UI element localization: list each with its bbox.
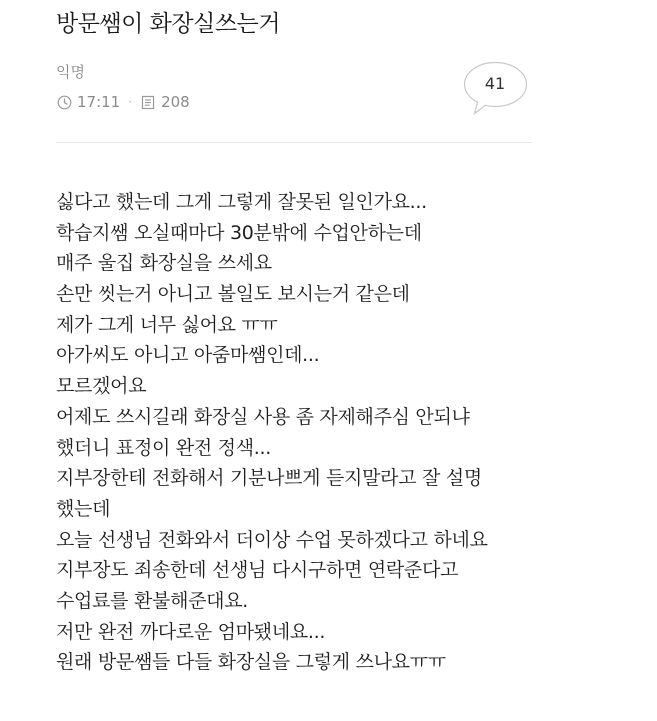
body-line: 지부장한테 전화해서 기분나쁘게 듣지말라고 잘 설명 <box>56 467 482 490</box>
post-meta <box>56 92 190 112</box>
author-name[interactable]: 익명 <box>56 63 85 81</box>
body-line: 저만 완전 까다로운 엄마됐네요... <box>56 620 326 643</box>
post-time: 17:11 <box>77 93 121 111</box>
body-line: 매주 울집 화장실을 쓰세요 <box>56 252 272 275</box>
header-divider <box>56 142 532 143</box>
body-line: 모르겠어요 <box>56 375 147 398</box>
body-line: 학습지쌤 오실때마다 30분밖에 수업안하는데 <box>56 221 422 244</box>
body-line: 했더니 표정이 완전 정색... <box>56 436 271 459</box>
body-line: 제가 그게 너무 싫어요 ㅠㅠ <box>56 313 278 336</box>
view-count: 208 <box>161 93 190 111</box>
comment-count-button[interactable] <box>462 60 530 118</box>
body-line: 지부장도 죄송한데 선생님 다시구하면 연락준다고 <box>56 559 459 582</box>
body-line: 어제도 쓰시길래 화장실 사용 좀 자제해주심 안되냐 <box>56 405 470 428</box>
body-line: 오늘 선생님 전화와서 더이상 수업 못하겠다고 하네요 <box>56 528 488 551</box>
body-line: 수업료를 환불해준대요. <box>56 589 249 612</box>
body-line: 했는데 <box>56 497 111 520</box>
body-line: 싫다고 했는데 그게 그렇게 잘못된 일인가요... <box>56 191 427 213</box>
post-body <box>56 187 488 678</box>
clock-icon <box>56 94 72 110</box>
meta-separator: · <box>128 95 133 109</box>
body-line: 아가씨도 아니고 아줌마쌤인데... <box>56 344 320 367</box>
comment-count: 41 <box>484 74 506 93</box>
document-icon <box>140 94 156 110</box>
body-line: 손만 씻는거 아니고 볼일도 보시는거 같은데 <box>56 283 410 306</box>
body-line: 원래 방문쌤들 다들 화장실을 그렇게 쓰나요ㅠㅠ <box>56 651 446 674</box>
post-title: 방문쌤이 화장실쓰는거 <box>56 11 280 37</box>
